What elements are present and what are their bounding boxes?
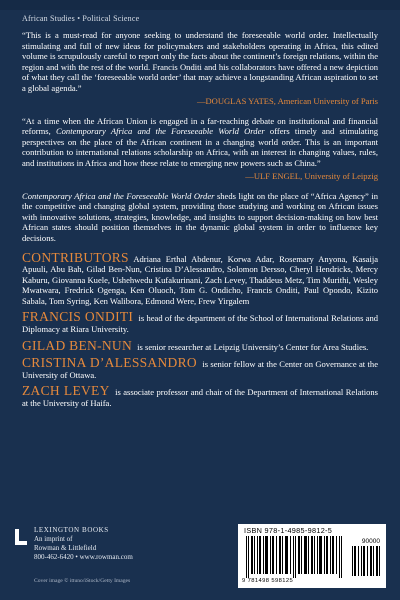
publisher-info xyxy=(34,526,133,562)
category-african-studies: African Studies xyxy=(22,14,75,23)
publisher-contact: 800-462-6420 • www.rowman.com xyxy=(34,553,133,561)
cover-image-credit: Cover image © ittuno/iStock/Getty Images xyxy=(34,578,131,584)
publisher-name: LEXINGTON BOOKS xyxy=(34,526,109,534)
bio-dalessandro xyxy=(22,355,379,380)
contributors-section xyxy=(22,249,378,307)
isbn-label: ISBN 978-1-4985-9812-5 xyxy=(244,526,333,535)
bio-text: is senior researcher at Leipzig University’s Center for Area Studies. xyxy=(137,341,369,352)
endorser-institution: University of Leipzig xyxy=(304,170,378,181)
top-band xyxy=(0,0,400,10)
publisher-footer xyxy=(0,520,400,600)
barcode-bars xyxy=(244,536,348,578)
quote-book-title: Contemporary Africa and the Foreseeable World Order xyxy=(55,126,265,137)
endorsement-quote-yates: “This is a must-read for anyone seeking to understand the foreseeable world order. Intellectually stimulating and full of new ideas for policymakers and stakeholders operating in Africa, this edited volume is scrupulously careful to report only the facts about the continent’s foreign relations, within the region and with the rest of the world. Francis Onditi and his collaborators have offered a new depiction of what they call the ‘foreseeable world order’ that may achieve a longstanding African aspiration to set a global agenda.” xyxy=(22,30,378,93)
endorsement-attribution-yates xyxy=(22,96,378,107)
description-text: sheds light on the place of “Africa Agency” in the competitive and changing global system, providing those studying and working on African issues with innovative solutions, strategies, knowledge, and insights to support decision-making on how best African states should position themselves in the dynamic global system in order to influence key decisions. xyxy=(22,190,378,243)
barcode-panel xyxy=(238,524,386,588)
barcode-digits: 9 781498 598125 xyxy=(242,578,294,584)
subject-category xyxy=(22,14,139,23)
bio-name: GILAD BEN-NUN xyxy=(22,337,133,353)
quote-text-part: “At a time when the African Union is engaged in a far-reaching debate on institutional and financial reforms, xyxy=(22,115,378,137)
book-description xyxy=(22,191,378,244)
endorsement-quote-engel xyxy=(22,116,378,169)
category-political-science: Political Science xyxy=(82,14,140,23)
bio-text: is head of the department of the School of International Relations and Diplomacy at Riara University. xyxy=(22,313,378,335)
quote-text-part: offers timely and stimulating perspectives on the place of the African continent in a changing world order. This is an important contribution to international relations scholarship on Africa, with an interest in changing values, rules, and institutions in Africa and how these relate to emerging new powers such as China.” xyxy=(22,126,379,168)
contributors-list: Adriana Erthal Abdenur, Korwa Adar, Rosemary Anyona, Kasaija Apuuli, Abu Bah, Gilad Ben-Nun, Cristina D’Alessandro, Solomon Dersso, Cheryl Hendricks, Mercy Kaburu, Giovanna Kuele, Ushehwedu Kufakurinani, Zach Levey, Thaddeus Metz, Tim Murithi, Wesley Mwatwara, Fredrick Ogenga, Ken Oluoch, Tom G. Ondicho, Francis Onditi, Paul Opondo, Kizito Sabala, Tom Syring, Ken Walibora, Edmond Were, Frew Yirgalem xyxy=(22,253,378,306)
description-book-title: Contemporary Africa and the Foreseeable World Order xyxy=(22,190,215,201)
publisher-imprint-line: An imprint of xyxy=(34,535,73,543)
bio-text: is associate professor and chair of the Department of International Relations at the University of Haifa. xyxy=(22,387,378,409)
price-barcode-bars xyxy=(352,546,380,576)
bio-name: CRISTINA D’ALESSANDRO xyxy=(22,355,197,371)
publisher-parent: Rowman & Littlefield xyxy=(34,544,97,552)
endorser-name: —DOUGLAS YATES, xyxy=(196,95,276,106)
bio-levey xyxy=(22,383,378,409)
lexington-logo-icon xyxy=(14,528,28,546)
price-code: 90000 xyxy=(361,538,380,545)
back-cover-content xyxy=(22,30,378,415)
bio-ben-nun xyxy=(22,337,378,353)
bio-name: ZACH LEVEY xyxy=(22,383,110,399)
bio-text: is senior fellow at the Center on Governance at the University of Ottawa. xyxy=(22,359,379,380)
category-separator: • xyxy=(77,14,81,23)
bio-onditi xyxy=(22,309,378,335)
endorsement-attribution-engel xyxy=(22,171,378,182)
endorser-name: —ULF ENGEL, xyxy=(245,170,303,181)
endorser-institution: American University of Paris xyxy=(277,95,378,106)
contributors-heading: CONTRIBUTORS xyxy=(22,249,129,265)
bio-name: FRANCIS ONDITI xyxy=(22,309,134,325)
